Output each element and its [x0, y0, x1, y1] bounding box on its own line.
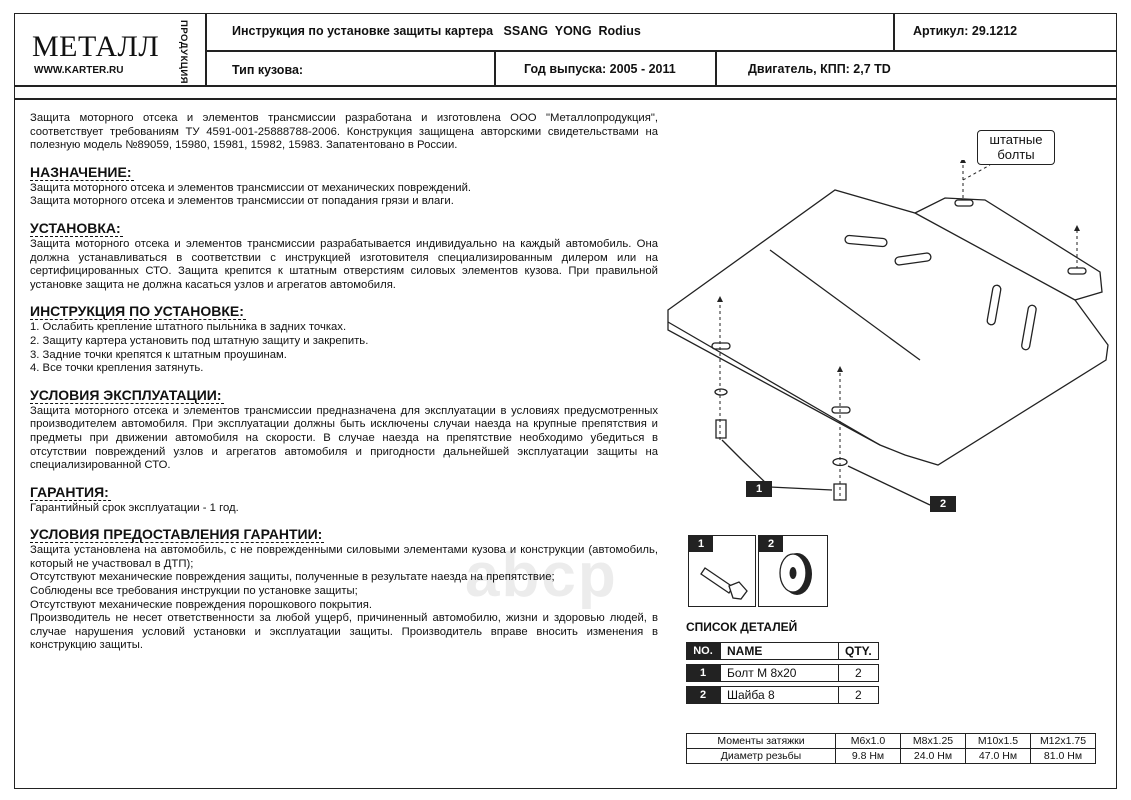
table-row	[687, 749, 1096, 764]
torque-value: 9.8 Нм	[836, 749, 901, 764]
operation-heading: УСЛОВИЯ ЭКСПЛУАТАЦИИ:	[30, 386, 222, 403]
instructions-heading: ИНСТРУКЦИЯ ПО УСТАНОВКЕ:	[30, 303, 244, 320]
company-logo	[20, 18, 200, 84]
plate-slot	[987, 285, 1002, 326]
installation-heading: УСТАНОВКА:	[30, 219, 121, 236]
thread-size: M8x1.25	[901, 734, 966, 749]
warranty-condition: Защита установлена на автомобиль, с не поврежденными силовыми элементами кузова и конструкции (автомобиль, который не участвовал в ДТП);	[30, 544, 658, 570]
instruction-step: 4. Все точки крепления затянуть.	[30, 362, 204, 375]
document-title: Инструкция по установке защиты картера SSANG YONG Rodius	[232, 24, 641, 38]
warranty-text: Гарантийный срок эксплуатации - 1 год.	[30, 501, 239, 514]
header-divider	[494, 50, 496, 86]
purpose-heading: НАЗНАЧЕНИЕ:	[30, 163, 132, 180]
engine-gearbox: Двигатель, КПП: 2,7 TD	[748, 62, 891, 76]
part-box-number: 2	[759, 536, 783, 552]
arrow-head	[1074, 225, 1080, 231]
bolt-shape	[716, 420, 726, 438]
plate-edge	[668, 322, 880, 445]
table-row	[687, 734, 1096, 749]
header-divider	[893, 13, 895, 51]
operation-paragraph: Защита моторного отсека и элементов трансмиссии предназначена для эксплуатации в условиях предусмотренных производителем автомобиля. При эксплуатации должны быть исключены случаи наезда на крупные препятствия и предметы при движении автомобиля на скорости. В случае наезда на препятствие необходимо убедиться в отсутствии повреждений узлов и агрегатов автомобиля и пригодности дальнейшей эксплуатации защиты на специализированной СТО.	[30, 404, 658, 472]
thread-size: M6x1.0	[836, 734, 901, 749]
torque-table	[686, 733, 1096, 764]
thread-size: M12x1.75	[1031, 734, 1096, 749]
torque-value: 47.0 Нм	[966, 749, 1031, 764]
arrow-head	[837, 366, 843, 372]
skid-plate-drawing	[660, 160, 1120, 520]
warranty-condition: Соблюдены все требования инструкции по установке защиты;	[30, 585, 358, 598]
part-box-bolt	[688, 535, 756, 607]
callout-2: 2	[930, 496, 956, 512]
part-box-washer	[758, 535, 828, 607]
installation-paragraph: Защита моторного отсека и элементов трансмиссии разрабатывается индивидуально на каждый автомобиль. Она должна устанавливаться в соответствии с инструкцией изготовителя специализированным дилером или на сертифицированных СТО. Защита крепится к штатным отверстиям силовых элементов кузова. При правильной установке защита не должна касаться узлов и агрегатов автомобиля.	[30, 237, 658, 291]
header-divider	[14, 98, 1117, 100]
header-divider	[205, 13, 207, 86]
header-divider	[715, 50, 717, 86]
plate-bend	[915, 213, 1075, 300]
logo-text: МЕТАЛЛ	[32, 30, 160, 63]
part-quantity: 2	[838, 686, 879, 704]
warranty-condition: Отсутствуют механические повреждения порошкового покрытия.	[30, 598, 372, 611]
part-name: Болт М 8х20	[720, 664, 838, 682]
warranty-conditions-heading: УСЛОВИЯ ПРЕДОСТАВЛЕНИЯ ГАРАНТИИ:	[30, 526, 323, 543]
plate-slot	[895, 253, 932, 266]
watermark: abcp	[465, 541, 618, 610]
callout-1: 1	[746, 481, 772, 497]
plate-slot	[845, 235, 888, 247]
torque-row-label: Диаметр резьбы	[687, 749, 836, 764]
header-divider	[14, 85, 1117, 87]
leader-line	[963, 165, 990, 180]
bolt-icon	[689, 536, 755, 606]
column-header-qty: QTY.	[838, 642, 879, 660]
table-header-row	[686, 642, 879, 660]
arrow-head	[960, 160, 966, 163]
part-quantity: 2	[838, 664, 879, 682]
mount-hole	[832, 407, 850, 413]
washer-shape	[715, 389, 727, 395]
body-type: Тип кузова:	[232, 63, 304, 77]
plate-slot	[1021, 305, 1037, 351]
intro-paragraph: Защита моторного отсека и элементов трансмиссии разработана и изготовлена ООО "Металлопродукция", соответствует требованиям ТУ 4591-001-25888788-2006. Конструкция защищена авторскими свидетельствами на полезную модель №89059, 15980, 15981, 15982, 15983. Запатентовано в России.	[30, 112, 658, 152]
mount-hole	[955, 200, 973, 206]
parts-table	[686, 638, 879, 708]
purpose-line: Защита моторного отсека и элементов трансмиссии от механических повреждений.	[30, 181, 472, 194]
leader-line	[848, 466, 930, 505]
plate-outline	[668, 190, 1108, 465]
parts-list-title: СПИСОК ДЕТАЛЕЙ	[686, 620, 798, 634]
torque-value: 24.0 Нм	[901, 749, 966, 764]
header-divider	[205, 50, 1117, 52]
part-box-number: 1	[689, 536, 713, 552]
warranty-condition: Производитель не несет ответственности за любой ущерб, причиненный автомобилю, жизни и здоровью людей, в случае нарушения условий установки и эксплуатации защиты. Производитель вправе вносить изменения в конструкцию защиты.	[30, 612, 658, 652]
instruction-step: 2. Защиту картера установить под штатную защиту и закрепить.	[30, 334, 369, 347]
part-number: 2	[686, 686, 720, 704]
arrow-head	[717, 296, 723, 302]
production-years: Год выпуска: 2005 - 2011	[524, 62, 676, 76]
plate-bend	[770, 250, 920, 360]
column-header-name: NAME	[720, 642, 838, 660]
bolts-label-line: болты	[997, 147, 1035, 162]
instruction-step: 3. Задние точки крепятся к штатным проушинам.	[30, 348, 287, 361]
part-number: 1	[686, 664, 720, 682]
article-number: Артикул: 29.1212	[913, 24, 1018, 38]
part-name: Шайба 8	[720, 686, 838, 704]
washer-icon	[759, 536, 827, 606]
logo-vertical-text: ПРОДУКЦИЯ	[178, 20, 189, 84]
table-row	[686, 686, 879, 704]
mount-hole	[712, 343, 730, 349]
warranty-condition: Отсутствуют механические повреждения защиты, полученные в результате наезда на препятствие;	[30, 571, 555, 584]
logo-url: WWW.KARTER.RU	[34, 65, 124, 76]
table-row	[686, 664, 879, 682]
warranty-heading: ГАРАНТИЯ:	[30, 483, 109, 500]
leader-line	[722, 440, 742, 460]
mount-hole	[1068, 268, 1086, 274]
instruction-text	[30, 112, 658, 653]
instruction-step: 1. Ослабить крепление штатного пыльника в задних точках.	[30, 321, 347, 334]
thread-size: M10x1.5	[966, 734, 1031, 749]
column-header-no: NO.	[686, 642, 720, 660]
torque-value: 81.0 Нм	[1031, 749, 1096, 764]
bolts-label-line: штатные	[989, 132, 1043, 147]
torque-row-label: Моменты затяжки	[687, 734, 836, 749]
bolt-shape	[834, 484, 846, 500]
purpose-line: Защита моторного отсека и элементов трансмиссии от попадания грязи и влаги.	[30, 195, 454, 208]
